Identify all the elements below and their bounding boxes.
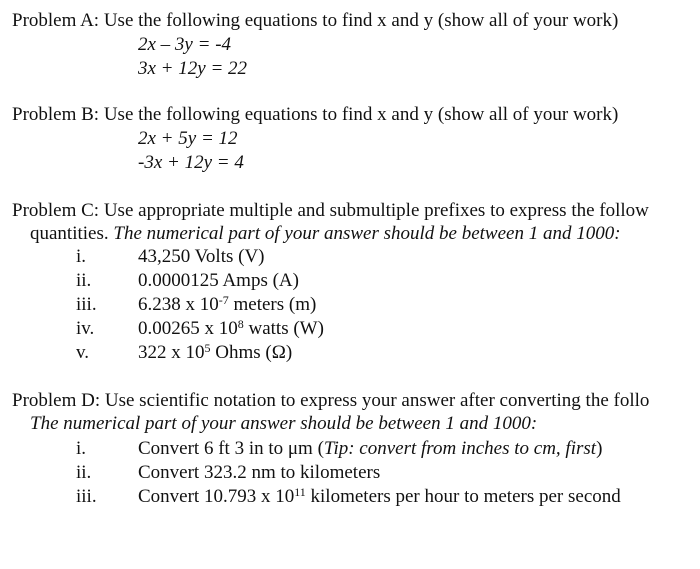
problem-c-item-text: 6.238 x 10 bbox=[138, 294, 219, 315]
problem-c-item-numeral: i. bbox=[76, 246, 87, 267]
problem-d-item-numeral: i. bbox=[76, 438, 87, 459]
problem-c-item bbox=[138, 342, 292, 364]
problem-a-equation-1: 2x – 3y = -4 bbox=[138, 34, 232, 55]
problem-d-item-text: Convert 323.2 nm to kilometers bbox=[138, 462, 381, 483]
problem-c-instruction-italic: The numerical part of your answer should be between 1 and 1000: bbox=[113, 223, 621, 244]
problem-c-item-numeral: iv. bbox=[76, 318, 95, 339]
problem-d-item-rest: kilometers per hour to meters per second bbox=[305, 486, 621, 507]
problem-c-instruction-plain: quantities. bbox=[30, 223, 114, 244]
problem-c-item-numeral: iii. bbox=[76, 294, 97, 315]
problem-d-instruction: The numerical part of your answer should be between 1 and 1000: bbox=[30, 413, 538, 434]
problem-c-item-exponent: 5 bbox=[204, 341, 211, 355]
problem-c-item-text: 322 x 10 bbox=[138, 342, 205, 363]
problem-c-item-exponent: -7 bbox=[218, 293, 229, 307]
problem-d-item-numeral: ii. bbox=[76, 462, 92, 483]
problem-d-item-tip: Tip: convert from inches to cm, first bbox=[323, 438, 597, 459]
problem-b-heading: Problem B: Use the following equations to find x and y (show all of your work) bbox=[12, 104, 619, 125]
problem-c-item-text: 0.00265 x 10 bbox=[138, 318, 238, 339]
problem-b-equation-2: -3x + 12y = 4 bbox=[138, 152, 244, 173]
problem-d-item-close-paren: ) bbox=[596, 438, 603, 459]
problem-c-item-exponent: 8 bbox=[237, 317, 244, 331]
problem-c-item-text: 0.0000125 Amps (A) bbox=[138, 270, 299, 291]
problem-c-item-text: 43,250 Volts (V) bbox=[138, 246, 265, 267]
problem-c-item bbox=[138, 318, 324, 340]
problem-c-heading: Problem C: Use appropriate multiple and submultiple prefixes to express the follow bbox=[12, 200, 649, 221]
problem-d-item-exponent: 11 bbox=[294, 485, 306, 499]
problem-a-heading: Problem A: Use the following equations to find x and y (show all of your work) bbox=[12, 10, 619, 31]
problem-d-item bbox=[138, 486, 621, 508]
problem-c-item-unit: Ohms (Ω) bbox=[210, 342, 293, 363]
problem-c-item-numeral: ii. bbox=[76, 270, 92, 291]
problem-d-item bbox=[138, 462, 380, 484]
problem-c-item bbox=[138, 270, 299, 292]
problem-b-equation-1: 2x + 5y = 12 bbox=[138, 128, 238, 149]
problem-c-item-numeral: v. bbox=[76, 342, 90, 363]
problem-a-equation-2: 3x + 12y = 22 bbox=[138, 58, 248, 79]
problem-d-item-text: Convert 6 ft 3 in to μm ( bbox=[138, 438, 324, 459]
problem-d-item bbox=[138, 438, 602, 460]
problem-d-heading: Problem D: Use scientific notation to express your answer after converting the follo bbox=[12, 390, 650, 411]
problem-c-item-unit: meters (m) bbox=[228, 294, 317, 315]
problem-c-instruction bbox=[30, 223, 621, 245]
problem-c-item bbox=[138, 294, 316, 316]
problem-d-item-text: Convert 10.793 x 10 bbox=[138, 486, 295, 507]
problem-d-item-numeral: iii. bbox=[76, 486, 97, 507]
problem-c-item-unit: watts (W) bbox=[243, 318, 324, 339]
problem-c-item bbox=[138, 246, 265, 268]
